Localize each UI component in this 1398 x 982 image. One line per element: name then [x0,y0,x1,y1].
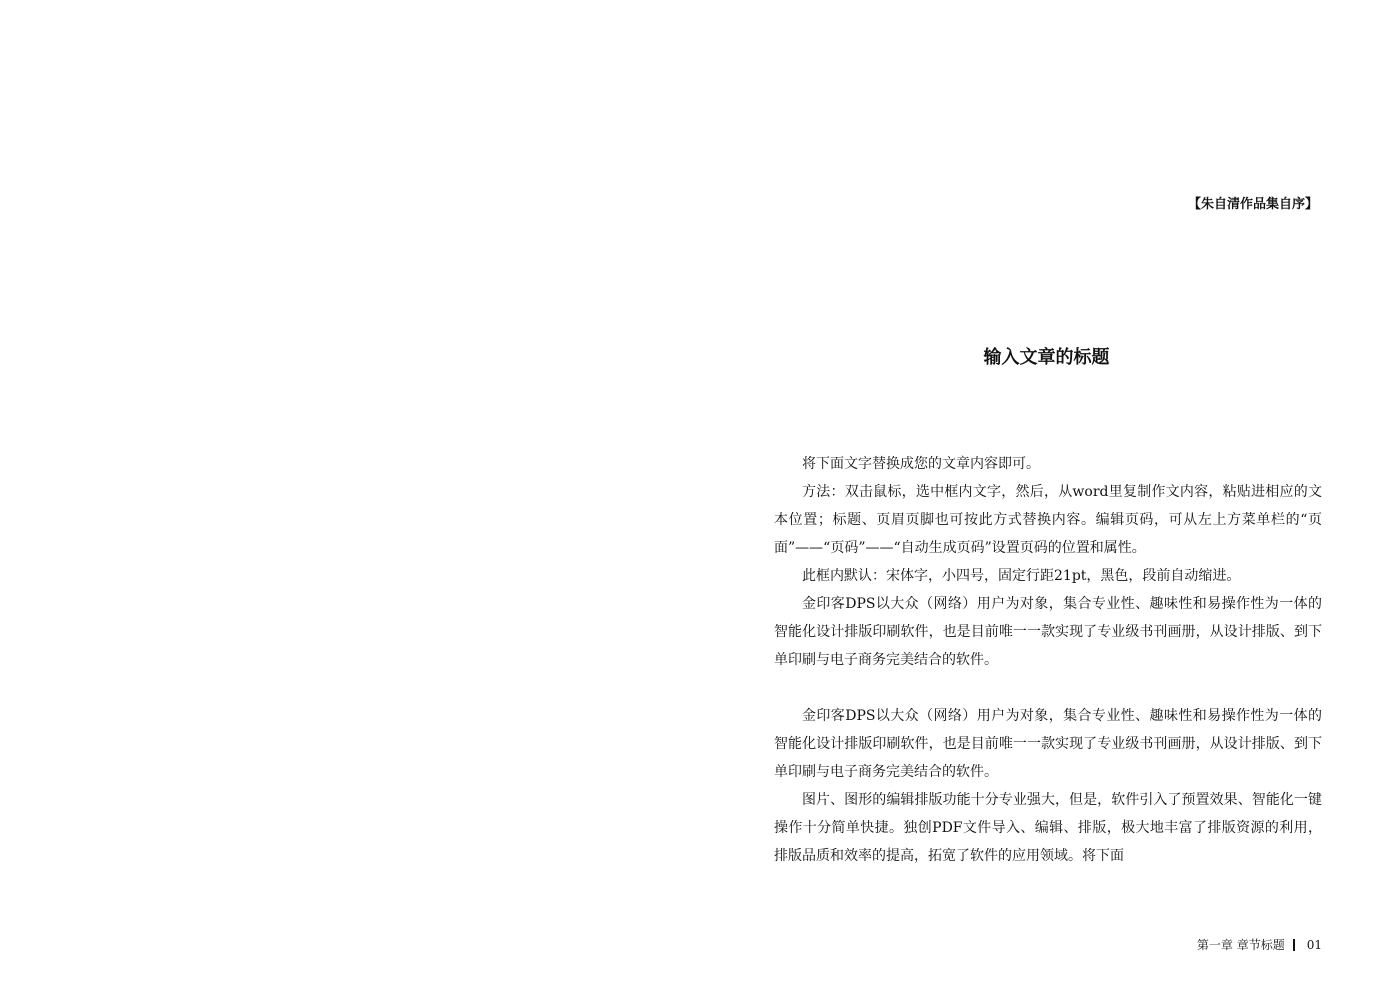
footer-chapter-title: 第一章 章节标题 [1196,938,1285,952]
article-body-textbox[interactable] [774,450,1322,870]
body-paragraph: 方法：双击鼠标，选中框内文字，然后，从word里复制作文内容，粘贴进相应的文本位置；标题、页眉页脚也可按此方式替换内容。编辑页码，可从左上方菜单栏的“页面”——“页码”——“自动生成页码”设置页码的位置和属性。 [774,484,1322,556]
body-paragraph: 将下面文字替换成您的文章内容即可。 [802,456,1040,472]
blank-line [774,674,1322,702]
page-number: 01 [1306,938,1322,952]
running-header: 【朱自清作品集自序】 [1187,197,1318,212]
body-paragraph: 金印客DPS以大众（网络）用户为对象，集合专业性、趣味性和易操作性为一体的智能化设计排版印刷软件，也是目前唯一一款实现了专业级书刊画册，从设计排版、到下单印刷与电子商务完美结合的软件。 [774,596,1322,668]
body-paragraph: 图片、图形的编辑排版功能十分专业强大，但是，软件引入了预置效果、智能化一键操作十分简单快捷。独创PDF文件导入、编辑、排版，极大地丰富了排版资源的利用，排版品质和效率的提高，拓宽了软件的应用领域。将下面 [774,792,1322,864]
body-paragraph: 金印客DPS以大众（网络）用户为对象，集合专业性、趣味性和易操作性为一体的智能化设计排版印刷软件，也是目前唯一一款实现了专业级书刊画册，从设计排版、到下单印刷与电子商务完美结合的软件。 [774,708,1322,780]
right-page [699,0,1398,982]
footer-separator [1293,939,1295,951]
article-title-text: 输入文章的标题 [983,347,1110,368]
article-title[interactable] [699,345,1398,371]
running-footer [1197,936,1322,954]
body-paragraph: 此框内默认：宋体字，小四号，固定行距21pt，黑色，段前自动缩进。 [802,568,1241,584]
